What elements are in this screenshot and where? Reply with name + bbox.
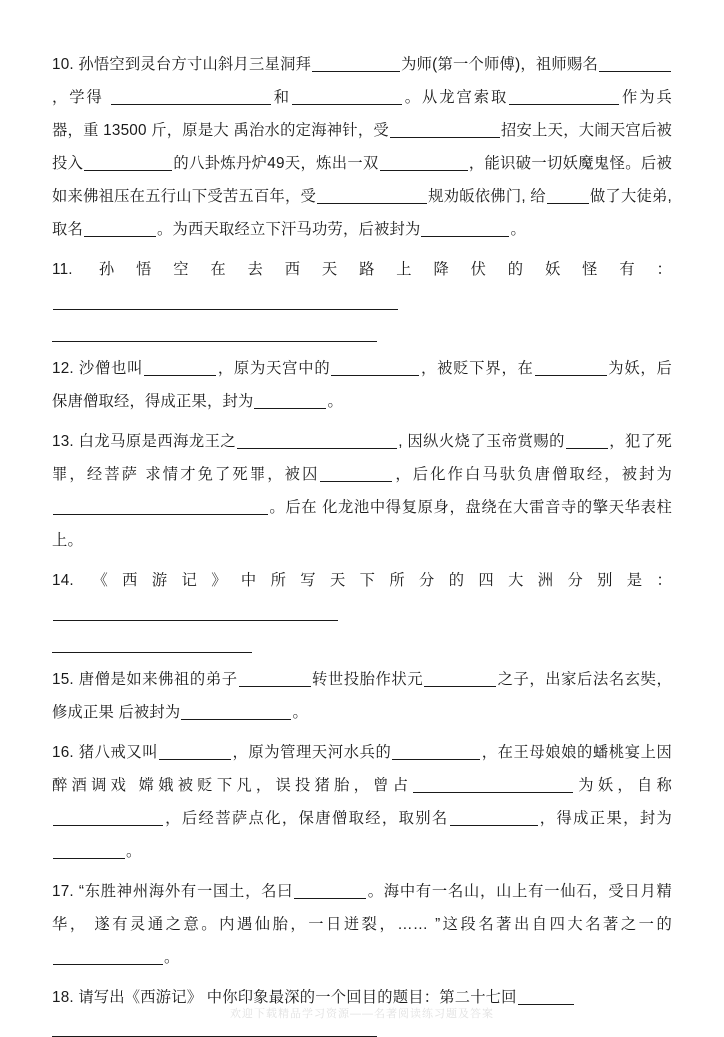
question-text: 之子，出家后法名玄奘，修成正果 后被封为 bbox=[52, 671, 672, 721]
question-item bbox=[52, 736, 672, 868]
fill-blank[interactable] bbox=[450, 808, 538, 826]
fill-blank[interactable] bbox=[53, 841, 125, 859]
question-text: ，能识破一切妖魔鬼怪。后被如来佛祖压在五行山下受苦五百年，受 bbox=[52, 155, 672, 205]
question-text: 为师(第一个师傅)，祖师赐名 bbox=[401, 56, 598, 73]
answer-rule[interactable] bbox=[52, 341, 377, 342]
answer-rule[interactable] bbox=[52, 652, 252, 653]
fill-blank[interactable] bbox=[144, 358, 216, 376]
question-item bbox=[52, 663, 672, 729]
fill-blank[interactable] bbox=[535, 358, 607, 376]
question-text: 12. 沙僧也叫 bbox=[52, 360, 144, 377]
fill-blank[interactable] bbox=[317, 186, 427, 204]
footer-watermark: 欢迎下载精品学习资源——名著阅读练习题及答案 bbox=[230, 1008, 494, 1020]
question-text: 。海中有一名山，山上有一仙石，受日月精华， 遂有灵通之意。内遇仙胎，一日迸裂，…… ”这段名著出自四大名著之一的 bbox=[52, 883, 672, 933]
question-text: ，后化作白马驮负唐僧取经，被封为 bbox=[393, 466, 673, 483]
question-text: , 因纵火烧了玉帝赏赐的 bbox=[398, 433, 565, 450]
fill-blank[interactable] bbox=[53, 292, 398, 310]
question-item bbox=[52, 48, 672, 246]
question-text: 15. 唐僧是如来佛祖的弟子 bbox=[52, 671, 238, 688]
question-text: 为妖，自称 bbox=[574, 777, 672, 794]
fill-blank[interactable] bbox=[392, 742, 480, 760]
question-text: 招安上天，大闹天宫后被投入 bbox=[52, 122, 672, 172]
fill-blank[interactable] bbox=[320, 464, 392, 482]
fill-blank[interactable] bbox=[53, 808, 163, 826]
question-text: 和 bbox=[271, 89, 291, 106]
fill-blank[interactable] bbox=[390, 120, 500, 138]
fill-blank[interactable] bbox=[84, 219, 156, 237]
question-text: ，原为管理天河水兵的 bbox=[232, 744, 392, 761]
fill-blank[interactable] bbox=[294, 881, 366, 899]
fill-blank[interactable] bbox=[424, 669, 496, 687]
question-text: 。为西天取经立下汗马功劳，后被封为 bbox=[157, 221, 421, 238]
fill-blank[interactable] bbox=[159, 742, 231, 760]
question-text: 14. 《西游记》中所写天下所分的四大洲分别是： bbox=[52, 572, 672, 589]
fill-blank[interactable] bbox=[380, 153, 468, 171]
fill-blank[interactable] bbox=[599, 54, 671, 72]
fill-blank[interactable] bbox=[566, 431, 608, 449]
fill-blank[interactable] bbox=[111, 87, 271, 105]
fill-blank[interactable] bbox=[547, 186, 589, 204]
question-text: ，学得 bbox=[52, 89, 110, 106]
question-text: 。 bbox=[327, 393, 343, 410]
fill-blank[interactable] bbox=[84, 153, 172, 171]
fill-blank[interactable] bbox=[53, 947, 163, 965]
fill-blank[interactable] bbox=[237, 431, 397, 449]
document-body bbox=[52, 48, 672, 1037]
question-text: 为妖，后保唐僧取经，得成正果，封为 bbox=[52, 360, 672, 410]
question-text: ，在王母娘娘的蟠桃宴上因醉酒调戏 嫦娥被贬下凡，误投猪胎，曾占 bbox=[52, 744, 672, 794]
fill-blank[interactable] bbox=[509, 87, 619, 105]
question-text: 。后在 化龙池中得复原身，盘绕在大雷音寺的擎天华表柱上。 bbox=[52, 499, 672, 549]
question-text: ，犯了死罪，经菩萨 求情才免了死罪，被囚 bbox=[52, 433, 672, 483]
question-item bbox=[52, 253, 672, 342]
question-text: ，得成正果，封为 bbox=[538, 810, 672, 827]
fill-blank[interactable] bbox=[254, 391, 326, 409]
fill-blank[interactable] bbox=[53, 603, 338, 621]
question-text: 。 bbox=[292, 704, 308, 721]
question-text: 。 bbox=[126, 843, 142, 860]
question-text: 转世投胎作状元 bbox=[311, 671, 424, 688]
fill-blank[interactable] bbox=[239, 669, 311, 687]
question-text: 。 bbox=[510, 221, 526, 238]
question-text: ，被贬下界，在 bbox=[420, 360, 534, 377]
question-item bbox=[52, 564, 672, 653]
question-text: ，原为天宫中的 bbox=[217, 360, 331, 377]
question-text: 10. 孙悟空到灵台方寸山斜月三星洞拜 bbox=[52, 56, 312, 73]
question-text: 。 bbox=[164, 949, 180, 966]
question-text: 16. 猪八戒又叫 bbox=[52, 744, 159, 761]
fill-blank[interactable] bbox=[518, 987, 574, 1005]
question-text: 作为兵器，重 13500 斤，原是大 禹治水的定海神针，受 bbox=[52, 89, 673, 139]
fill-blank[interactable] bbox=[292, 87, 402, 105]
question-text: 。从龙宫索取 bbox=[402, 89, 509, 106]
question-text: 11. 孙悟空在去西天路上降伏的妖怪有： bbox=[52, 261, 672, 278]
fill-blank[interactable] bbox=[53, 497, 268, 515]
question-text: 13. 白龙马原是西海龙王之 bbox=[52, 433, 237, 450]
question-text: ，后经菩萨点化，保唐僧取经，取别名 bbox=[164, 810, 449, 827]
question-item bbox=[52, 875, 672, 974]
question-text: 18. 请写出《西游记》 中你印象最深的一个回目的题目：第二十七回 bbox=[52, 989, 517, 1006]
fill-blank[interactable] bbox=[181, 702, 291, 720]
fill-blank[interactable] bbox=[421, 219, 509, 237]
question-text: 规劝皈依佛门, 给 bbox=[428, 188, 546, 205]
fill-blank[interactable] bbox=[331, 358, 419, 376]
question-text: 的八卦炼丹炉49天，炼出一双 bbox=[173, 155, 379, 172]
question-item bbox=[52, 425, 672, 557]
fill-blank[interactable] bbox=[413, 775, 573, 793]
fill-blank[interactable] bbox=[312, 54, 400, 72]
question-text: 做了大徒弟, 取名 bbox=[52, 188, 673, 238]
question-text: 17. “东胜神州海外有一国土，名曰 bbox=[52, 883, 294, 900]
question-item bbox=[52, 352, 672, 418]
